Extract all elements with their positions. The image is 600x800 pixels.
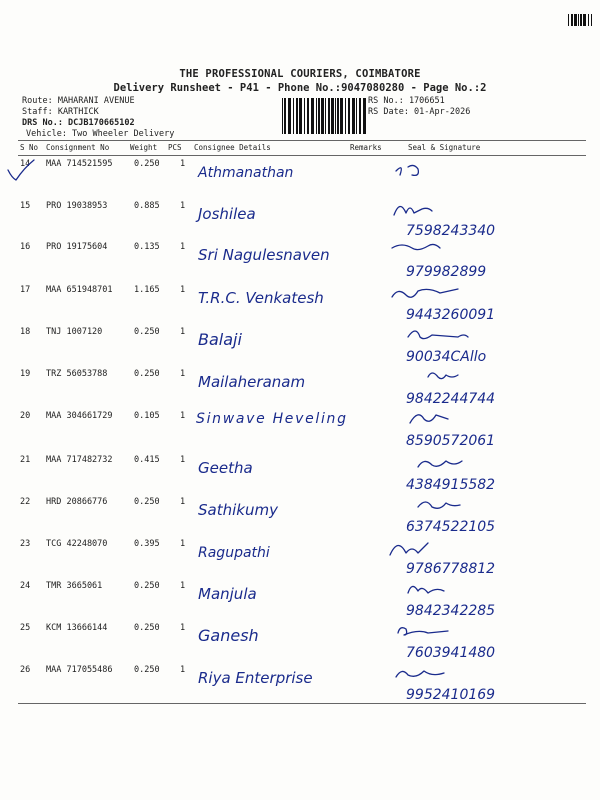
handwritten-consignee-name xyxy=(194,577,364,613)
row-weight: 0.105 xyxy=(134,411,160,421)
row-consignment-no: PRO 19175604 xyxy=(46,242,108,252)
barcode-bar xyxy=(340,98,343,134)
signature-and-phone xyxy=(388,157,556,201)
phone-number-text: 9842244744 xyxy=(406,391,496,407)
barcode-bar xyxy=(328,98,330,134)
handwritten-consignee-name xyxy=(194,493,364,529)
row-sno: 26 xyxy=(20,665,31,675)
barcode-bar xyxy=(363,98,366,134)
col-consignee: Consignee Details xyxy=(194,143,271,152)
row-sno: 25 xyxy=(20,623,31,633)
row-pcs: 1 xyxy=(180,201,186,211)
signature-and-phone xyxy=(388,663,556,707)
row-consignment-no: MAA 717055486 xyxy=(46,665,113,675)
barcode-bar xyxy=(311,98,314,134)
barcode-bar xyxy=(316,98,317,134)
signature-and-phone xyxy=(388,367,556,411)
handwritten-consignee-name xyxy=(194,197,364,233)
header-divider xyxy=(18,140,586,141)
signature-and-phone xyxy=(388,325,556,369)
signature-and-phone xyxy=(388,199,556,243)
row-pcs: 1 xyxy=(180,623,186,633)
row-sno: 19 xyxy=(20,369,31,379)
barcode-bar xyxy=(325,98,326,134)
rs-number: RS No.: 1706651 xyxy=(368,96,445,106)
barcode-bar xyxy=(359,98,361,134)
route-label: Route: MAHARANI AVENUE xyxy=(22,96,135,106)
consignee-text: Sri Nagulesnaven xyxy=(198,246,330,264)
signature-and-phone xyxy=(388,579,556,623)
row-weight: 0.250 xyxy=(134,665,160,675)
signature-scribble xyxy=(428,373,458,379)
row-consignment-no: TRZ 56053788 xyxy=(46,369,108,379)
barcode-bar xyxy=(580,14,582,26)
signature-scribble xyxy=(398,628,448,635)
row-consignment-no: TCG 42248070 xyxy=(46,539,108,549)
row-sno: 20 xyxy=(20,411,31,421)
row-consignment-no: HRD 20866776 xyxy=(46,497,108,507)
row-sno: 23 xyxy=(20,539,31,549)
row-weight: 0.135 xyxy=(134,242,160,252)
barcode-bar xyxy=(331,98,334,134)
barcode-bar xyxy=(307,98,309,134)
consignee-text: Ganesh xyxy=(198,626,259,645)
consignee-text: Riya Enterprise xyxy=(198,669,313,687)
phone-number-text: 4384915582 xyxy=(406,477,496,493)
signature-scribble xyxy=(394,206,432,215)
signature-and-phone xyxy=(388,453,556,497)
row-pcs: 1 xyxy=(180,327,186,337)
barcode-bar xyxy=(348,98,350,134)
row-weight: 0.250 xyxy=(134,369,160,379)
table-row xyxy=(18,201,586,243)
barcode-bar xyxy=(318,98,320,134)
row-consignment-no: MAA 714521595 xyxy=(46,159,113,169)
consignee-text: Joshilea xyxy=(198,205,256,223)
column-header-divider xyxy=(18,155,586,156)
table-row xyxy=(18,455,586,497)
barcode-bar xyxy=(356,98,357,134)
signature-scribble xyxy=(392,289,458,297)
row-pcs: 1 xyxy=(180,539,186,549)
row-pcs: 1 xyxy=(180,665,186,675)
signature-scribble xyxy=(418,502,460,508)
col-sno: S No xyxy=(20,143,39,152)
barcode-bar xyxy=(571,14,573,26)
signature-scribble xyxy=(390,543,428,555)
barcode-bar xyxy=(337,98,339,134)
barcode-bar xyxy=(335,98,336,134)
col-remarks: Remarks xyxy=(350,143,382,152)
consignee-text: Sinwave Heveling xyxy=(196,411,346,427)
row-consignment-no: TNJ 1007120 xyxy=(46,327,103,337)
row-consignment-no: TMR 3665061 xyxy=(46,581,103,591)
row-consignment-no: PRO 19038953 xyxy=(46,201,108,211)
staff-label: Staff: KARTHICK xyxy=(22,107,99,117)
row-pcs: 1 xyxy=(180,411,186,421)
row-weight: 1.165 xyxy=(134,285,160,295)
handwritten-consignee-name xyxy=(194,407,364,447)
row-pcs: 1 xyxy=(180,455,186,465)
row-pcs: 1 xyxy=(180,369,186,379)
row-sno: 21 xyxy=(20,455,31,465)
signature-and-phone xyxy=(388,621,556,665)
handwritten-consignee-name xyxy=(194,535,364,571)
signature-scribble xyxy=(396,671,444,677)
col-consignment: Consignment No xyxy=(46,143,110,152)
signature-and-phone xyxy=(388,240,556,284)
barcode-bar xyxy=(583,14,586,26)
row-sno: 15 xyxy=(20,201,31,211)
row-pcs: 1 xyxy=(180,159,186,169)
signature-scribble xyxy=(410,415,448,423)
consignee-text: T.R.C. Venkatesh xyxy=(198,289,324,307)
row-weight: 0.250 xyxy=(134,581,160,591)
row-consignment-no: MAA 651948701 xyxy=(46,285,113,295)
barcode-bar xyxy=(299,98,302,134)
runsheet-title: Delivery Runsheet - P41 - Phone No.:9047080280 - Page No.:2 xyxy=(113,82,487,94)
barcode-bar xyxy=(345,98,346,134)
barcode-bar xyxy=(588,14,589,26)
row-pcs: 1 xyxy=(180,581,186,591)
col-weight: Weight xyxy=(130,143,158,152)
handwritten-consignee-name xyxy=(194,238,364,274)
consignee-text: Ragupathi xyxy=(198,545,270,561)
table-row xyxy=(18,159,586,201)
barcode-bar xyxy=(293,98,294,134)
signature-scribble xyxy=(408,586,444,593)
handwritten-consignee-name xyxy=(194,323,364,359)
signature-scribble xyxy=(396,165,418,175)
phone-number-text: 7598243340 xyxy=(406,223,496,239)
row-consignment-no: MAA 304661729 xyxy=(46,411,113,421)
signature-and-phone xyxy=(388,283,556,327)
phone-number-text: 90034CAllo xyxy=(406,349,487,365)
row-sno: 16 xyxy=(20,242,31,252)
signature-scribble xyxy=(418,461,462,467)
row-weight: 0.250 xyxy=(134,327,160,337)
rs-date: RS Date: 01-Apr-2026 xyxy=(368,107,471,117)
handwritten-consignee-name xyxy=(194,619,364,655)
signature-scribble xyxy=(408,331,468,339)
phone-number-text: 7603941480 xyxy=(406,645,496,661)
consignee-text: Manjula xyxy=(198,585,257,603)
phone-number-text: 8590572061 xyxy=(406,433,496,449)
row-sno: 17 xyxy=(20,285,31,295)
signature-and-phone xyxy=(388,495,556,539)
table-row xyxy=(18,242,586,284)
phone-number-text: 9842342285 xyxy=(406,603,496,619)
barcode-bar xyxy=(578,14,579,26)
table-row xyxy=(18,623,586,665)
handwritten-consignee-name xyxy=(194,281,364,317)
barcode-bar xyxy=(568,14,569,26)
handwritten-consignee-name xyxy=(194,661,364,697)
row-pcs: 1 xyxy=(180,285,186,295)
row-sno: 18 xyxy=(20,327,31,337)
signature-and-phone xyxy=(388,409,556,453)
row-pcs: 1 xyxy=(180,242,186,252)
barcode-bar xyxy=(282,98,283,134)
signature-and-phone xyxy=(388,537,556,581)
corner-barcode xyxy=(568,14,592,26)
vehicle-label: Vehicle: Two Wheeler Delivery xyxy=(26,129,175,139)
phone-number-text: 979982899 xyxy=(406,264,487,280)
row-weight: 0.250 xyxy=(134,623,160,633)
handwritten-consignee-name xyxy=(194,155,364,191)
handwritten-consignee-name xyxy=(194,451,364,487)
barcode-bar xyxy=(591,14,592,26)
consignee-text: Sathikumy xyxy=(198,501,278,519)
col-pcs: PCS xyxy=(168,143,182,152)
table-row xyxy=(18,539,586,581)
consignee-text: Geetha xyxy=(198,459,253,477)
row-weight: 0.250 xyxy=(134,159,160,169)
row-sno: 22 xyxy=(20,497,31,507)
barcode-bar xyxy=(284,98,286,134)
row-weight: 0.395 xyxy=(134,539,160,549)
table-row xyxy=(18,285,586,327)
table-row xyxy=(18,411,586,453)
drs-number: DRS No.: DCJB170665102 xyxy=(22,118,135,128)
barcode-bar xyxy=(288,98,291,134)
row-sno: 14 xyxy=(20,159,31,169)
row-consignment-no: KCM 13666144 xyxy=(46,623,108,633)
barcode-bar xyxy=(296,98,298,134)
footer-divider xyxy=(18,703,586,704)
phone-number-text: 9786778812 xyxy=(406,561,496,577)
row-consignment-no: MAA 717482732 xyxy=(46,455,113,465)
signature-scribble xyxy=(392,244,440,249)
row-pcs: 1 xyxy=(180,497,186,507)
row-weight: 0.415 xyxy=(134,455,160,465)
company-title: THE PROFESSIONAL COURIERS, COIMBATORE xyxy=(179,68,421,80)
col-seal: Seal & Signature xyxy=(408,143,481,152)
phone-number-text: 9443260091 xyxy=(406,307,496,323)
table-row xyxy=(18,369,586,411)
row-weight: 0.885 xyxy=(134,201,160,211)
handwritten-consignee-name xyxy=(194,365,364,401)
table-row xyxy=(18,327,586,369)
barcode-bar xyxy=(574,14,577,26)
barcode-bar xyxy=(304,98,305,134)
drs-barcode xyxy=(282,98,366,134)
barcode-bar xyxy=(352,98,355,134)
column-header-row xyxy=(18,143,586,155)
phone-number-text: 9952410169 xyxy=(406,687,496,703)
table-row xyxy=(18,581,586,623)
consignee-text: Mailaheranam xyxy=(198,373,306,391)
table-row xyxy=(18,497,586,539)
consignee-text: Athmanathan xyxy=(198,165,294,181)
table-row xyxy=(18,665,586,707)
phone-number-text: 6374522105 xyxy=(406,519,496,535)
row-sno: 24 xyxy=(20,581,31,591)
barcode-bar xyxy=(321,98,324,134)
consignee-text: Balaji xyxy=(198,330,242,349)
row-weight: 0.250 xyxy=(134,497,160,507)
